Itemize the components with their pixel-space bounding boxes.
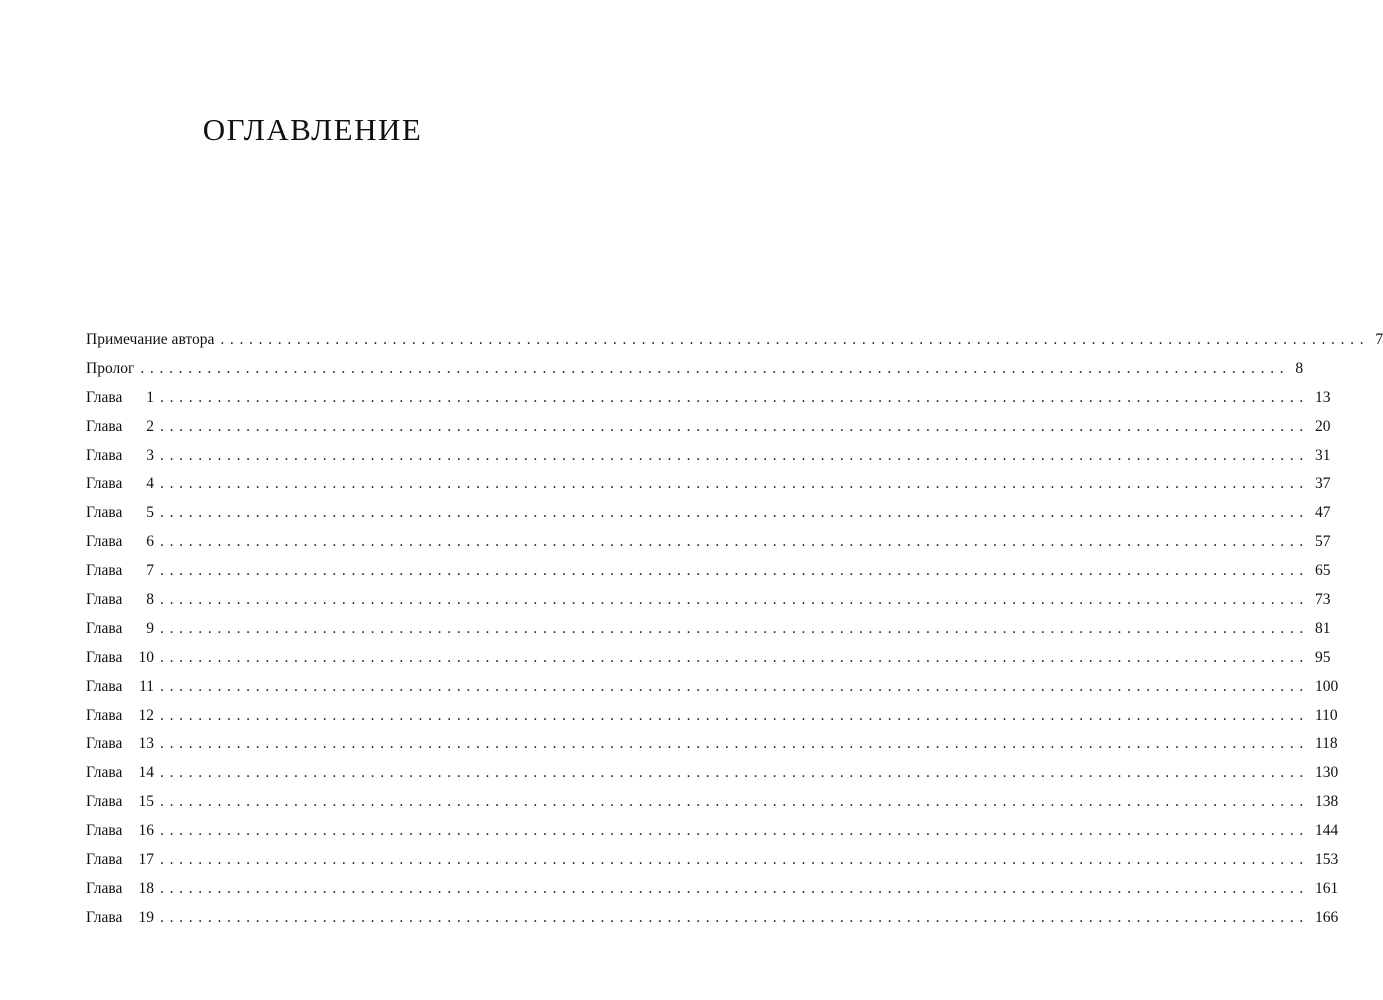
toc-leader-dots: ........................................................................................................................ [160,446,1309,464]
toc-chapter-word: Глава [86,562,123,580]
toc-leader-dots: ........................................................................................................................ [160,851,1309,869]
toc-entry[interactable] [86,586,1331,615]
toc-entry-page: 7 [1375,331,1383,348]
toc-chapter-number: 8 [146,591,154,609]
toc-entry-page: 166 [1315,908,1339,926]
toc-chapter-number: 10 [138,648,154,666]
toc-entry-label [86,499,154,528]
toc-entry-label [86,875,154,904]
toc-chapter-word: Глава [86,533,123,551]
toc-entry-label [86,730,154,759]
toc-chapter-word: Глава [86,764,123,782]
toc-entry-label [86,413,154,442]
toc-entry[interactable] [86,673,1339,702]
toc-entry-label [86,615,154,644]
toc-leader-dots: ........................................................................................................................ [160,706,1309,724]
toc-chapter-word: Глава [86,648,123,666]
toc-chapter-word: Глава [86,446,123,464]
toc-chapter-number: 15 [138,793,154,811]
toc-chapter-word: Глава [86,735,123,753]
toc-entry-label [86,759,154,788]
toc-leader-dots: ........................................................................................................................ [160,822,1309,840]
toc-chapter-word: Глава [86,619,123,637]
toc-entry-page: 138 [1315,793,1339,811]
toc-entry-label: Примечание автора [86,331,215,348]
toc-entry[interactable] [86,702,1338,731]
toc-chapter-word: Глава [86,822,123,840]
toc-leader-dots: ........................................................................................................................ [160,533,1309,551]
toc-chapter-number: 17 [138,851,154,869]
toc-entry-page: 153 [1315,851,1339,869]
toc-leader-dots: ........................................................................................................................ [160,475,1309,493]
toc-leader-dots: ........................................................................................................................ [160,677,1309,695]
toc-entry-page: 100 [1315,677,1339,695]
toc-chapter-word: Глава [86,793,123,811]
toc-entry[interactable] [86,470,1331,499]
toc-leader-dots: ........................................................................................................................ [160,793,1309,811]
toc-chapter-number: 5 [146,504,154,522]
toc-entry-page: 81 [1315,619,1331,637]
toc-chapter-word: Глава [86,879,123,897]
toc-chapter-number: 19 [138,908,154,926]
toc-leader-dots: ........................................................................................................................ [160,388,1309,406]
toc-entry-page: 95 [1315,648,1331,666]
toc-leader-dots: ........................................................................................................................ [160,879,1309,897]
toc-entry-page: 20 [1315,417,1331,435]
toc-entry[interactable] [86,557,1331,586]
toc-entry-label [86,586,154,615]
toc-entry-label [86,817,154,846]
toc-chapter-number: 16 [138,822,154,840]
toc-entry-page: 47 [1315,504,1331,522]
toc-leader-dots: ........................................................................................................................ [220,331,1370,348]
toc-entry-label [86,846,154,875]
toc-chapter-number: 2 [146,417,154,435]
toc-entry[interactable] [86,788,1339,817]
toc-leader-dots: ........................................................................................................................ [160,648,1309,666]
toc-entry-label [86,904,154,933]
toc-chapter-word: Глава [86,504,123,522]
toc-leader-dots: ........................................................................................................................ [160,908,1309,926]
toc-chapter-number: 3 [146,446,154,464]
toc-entry-page: 144 [1315,822,1339,840]
toc-entry[interactable] [86,326,1383,355]
toc-leader-dots: ........................................................................................................................ [160,591,1309,609]
toc-entry-label [86,788,154,817]
toc-chapter-number: 4 [146,475,154,493]
page-title: ОГЛАВЛЕНИЕ [202,112,423,147]
toc-entry-page: 8 [1295,359,1304,377]
toc-chapter-number: 11 [139,677,154,695]
toc-entry[interactable] [86,817,1339,846]
toc-entry-label [86,557,154,586]
toc-chapter-number: 9 [146,619,154,637]
toc-chapter-word: Глава [86,851,123,869]
toc-chapter-number: 1 [146,388,154,406]
toc-entry[interactable] [86,499,1331,528]
toc-chapter-number: 14 [138,764,154,782]
toc-leader-dots: ........................................................................................................................ [160,417,1309,435]
toc-entry[interactable] [86,384,1331,413]
toc-entry-label [86,673,154,702]
toc-entry[interactable] [86,442,1331,471]
toc-entry-page: 65 [1315,562,1331,580]
toc-leader-dots: ........................................................................................................................ [140,359,1290,377]
toc-chapter-word: Глава [86,706,123,724]
toc-entry-page: 118 [1315,735,1338,753]
toc-chapter-word: Глава [86,677,123,695]
toc-entry[interactable] [86,759,1339,788]
toc-chapter-number: 18 [138,879,154,897]
toc-entry[interactable] [86,730,1338,759]
toc-entry-page: 161 [1315,879,1339,897]
toc-entry-label [86,702,154,731]
toc-chapter-word: Глава [86,591,123,609]
toc-entry-page: 73 [1315,591,1331,609]
toc-chapter-number: 6 [146,533,154,551]
toc-entry-page: 37 [1315,475,1331,493]
toc-entry-page: 57 [1315,533,1331,551]
toc-entry-label [86,442,154,471]
toc-entry[interactable] [86,846,1339,875]
toc-entry-label [86,470,154,499]
toc-entry-page: 130 [1315,764,1339,782]
toc-entry-label [86,528,154,557]
toc-entry[interactable] [86,413,1331,442]
toc-leader-dots: ........................................................................................................................ [160,504,1309,522]
toc-entry-label [86,384,154,413]
toc-entry[interactable] [86,904,1339,933]
toc-chapter-number: 7 [146,562,154,580]
table-of-contents [86,326,1383,933]
toc-chapter-number: 13 [138,735,154,753]
toc-leader-dots: ........................................................................................................................ [160,735,1309,753]
toc-entry-page: 110 [1315,706,1338,724]
toc-chapter-word: Глава [86,388,123,406]
toc-chapter-word: Глава [86,908,123,926]
toc-leader-dots: ........................................................................................................................ [160,562,1309,580]
toc-leader-dots: ........................................................................................................................ [160,619,1309,637]
toc-chapter-word: Глава [86,475,123,493]
toc-leader-dots: ........................................................................................................................ [160,764,1309,782]
toc-entry[interactable] [86,355,1304,384]
toc-entry-page: 31 [1315,446,1331,464]
toc-entry[interactable] [86,615,1331,644]
toc-entry-page: 13 [1315,388,1331,406]
toc-entry-label [86,644,154,673]
toc-chapter-number: 12 [138,706,154,724]
toc-entry[interactable] [86,644,1331,673]
toc-entry-label: Пролог [86,359,135,377]
toc-entry[interactable] [86,875,1339,904]
toc-entry[interactable] [86,528,1331,557]
toc-chapter-word: Глава [86,417,123,435]
